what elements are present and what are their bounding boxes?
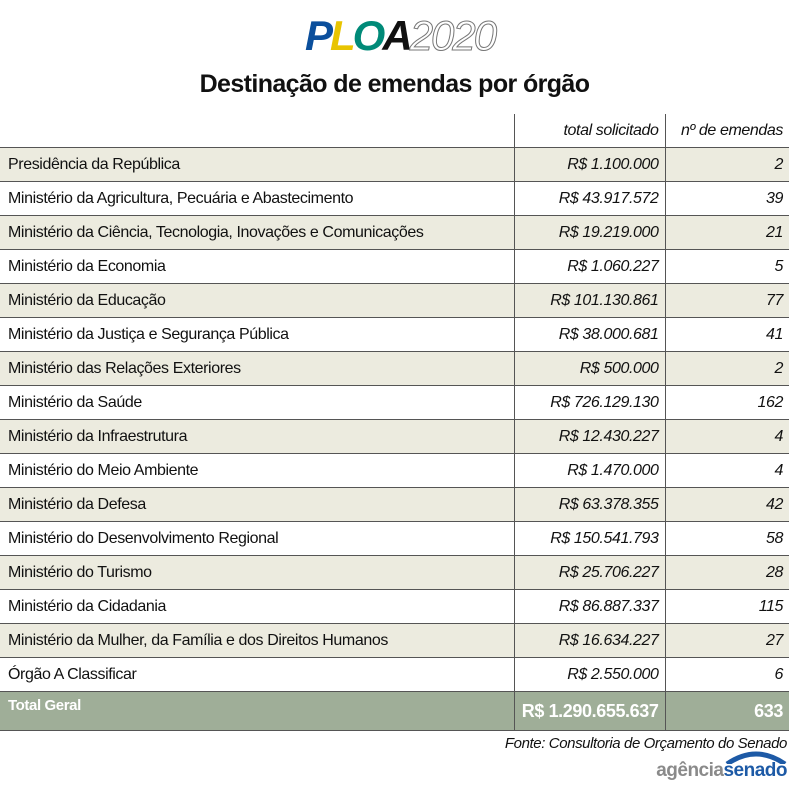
logo-letter: L bbox=[330, 12, 353, 59]
total-cell: R$ 1.100.000 bbox=[514, 148, 665, 182]
total-cell: R$ 1.470.000 bbox=[514, 454, 665, 488]
brand-senado: senado bbox=[723, 760, 787, 781]
table-row bbox=[0, 454, 789, 488]
table-row bbox=[0, 250, 789, 284]
total-cell: R$ 101.130.861 bbox=[514, 284, 665, 318]
orgao-cell: Ministério da Mulher, da Família e dos Direitos Humanos bbox=[0, 624, 514, 658]
column-header-orgao bbox=[0, 114, 514, 148]
emendas-cell: 77 bbox=[665, 284, 789, 318]
emendas-cell: 4 bbox=[665, 454, 789, 488]
emendas-cell: 58 bbox=[665, 522, 789, 556]
emendas-cell: 39 bbox=[665, 182, 789, 216]
emendas-cell: 28 bbox=[665, 556, 789, 590]
total-cell: R$ 25.706.227 bbox=[514, 556, 665, 590]
table-row bbox=[0, 658, 789, 692]
orgao-cell: Ministério da Defesa bbox=[0, 488, 514, 522]
table-row bbox=[0, 318, 789, 352]
total-cell: R$ 150.541.793 bbox=[514, 522, 665, 556]
total-cell: R$ 1.060.227 bbox=[514, 250, 665, 284]
orgao-cell: Ministério da Agricultura, Pecuária e Abastecimento bbox=[0, 182, 514, 216]
table-row bbox=[0, 488, 789, 522]
orgao-cell: Ministério das Relações Exteriores bbox=[0, 352, 514, 386]
total-emendas: 633 bbox=[665, 692, 789, 731]
table-row bbox=[0, 386, 789, 420]
column-header-emendas: nº de emendas bbox=[665, 114, 789, 148]
total-label: Total Geral bbox=[0, 692, 514, 731]
total-cell: R$ 43.917.572 bbox=[514, 182, 665, 216]
table-row bbox=[0, 590, 789, 624]
total-cell: R$ 2.550.000 bbox=[514, 658, 665, 692]
emendas-cell: 27 bbox=[665, 624, 789, 658]
agencia-senado-logo bbox=[656, 760, 787, 782]
emendas-table bbox=[0, 114, 789, 731]
total-cell: R$ 16.634.227 bbox=[514, 624, 665, 658]
emendas-cell: 2 bbox=[665, 148, 789, 182]
page-title: Destinação de emendas por órgão bbox=[199, 70, 590, 98]
orgao-cell: Ministério da Cidadania bbox=[0, 590, 514, 624]
table-row bbox=[0, 420, 789, 454]
table-row bbox=[0, 216, 789, 250]
orgao-cell: Ministério da Educação bbox=[0, 284, 514, 318]
total-cell: R$ 726.129.130 bbox=[514, 386, 665, 420]
total-cell: R$ 63.378.355 bbox=[514, 488, 665, 522]
column-header-total: total solicitado bbox=[514, 114, 665, 148]
emendas-cell: 21 bbox=[665, 216, 789, 250]
orgao-cell: Ministério da Ciência, Tecnologia, Inovações e Comunicações bbox=[0, 216, 514, 250]
orgao-cell: Ministério do Desenvolvimento Regional bbox=[0, 522, 514, 556]
emendas-cell: 162 bbox=[665, 386, 789, 420]
emendas-cell: 2 bbox=[665, 352, 789, 386]
table-row bbox=[0, 284, 789, 318]
emendas-cell: 115 bbox=[665, 590, 789, 624]
emendas-cell: 42 bbox=[665, 488, 789, 522]
table-row bbox=[0, 556, 789, 590]
source-note: Fonte: Consultoria de Orçamento do Senado bbox=[504, 735, 787, 752]
total-row bbox=[0, 692, 789, 731]
logo-letter: O bbox=[352, 12, 383, 59]
arc-icon bbox=[725, 750, 787, 764]
logo-year: 2020 bbox=[409, 12, 496, 59]
table-row bbox=[0, 352, 789, 386]
table-row bbox=[0, 148, 789, 182]
logo-letter: P bbox=[305, 12, 331, 59]
ploa2020-logo bbox=[305, 14, 495, 58]
table-row bbox=[0, 624, 789, 658]
emendas-cell: 41 bbox=[665, 318, 789, 352]
orgao-cell: Ministério da Saúde bbox=[0, 386, 514, 420]
total-cell: R$ 86.887.337 bbox=[514, 590, 665, 624]
table-row bbox=[0, 522, 789, 556]
table-header bbox=[0, 114, 789, 148]
orgao-cell: Ministério da Infraestrutura bbox=[0, 420, 514, 454]
emendas-cell: 5 bbox=[665, 250, 789, 284]
table-row bbox=[0, 182, 789, 216]
total-cell: R$ 500.000 bbox=[514, 352, 665, 386]
orgao-cell: Órgão A Classificar bbox=[0, 658, 514, 692]
orgao-cell: Presidência da República bbox=[0, 148, 514, 182]
emendas-cell: 4 bbox=[665, 420, 789, 454]
logo-letter: A bbox=[382, 12, 410, 59]
orgao-cell: Ministério da Justiça e Segurança Pública bbox=[0, 318, 514, 352]
total-cell: R$ 12.430.227 bbox=[514, 420, 665, 454]
orgao-cell: Ministério do Meio Ambiente bbox=[0, 454, 514, 488]
total-cell: R$ 38.000.681 bbox=[514, 318, 665, 352]
total-cell: R$ 19.219.000 bbox=[514, 216, 665, 250]
total-value: R$ 1.290.655.637 bbox=[514, 692, 665, 731]
orgao-cell: Ministério do Turismo bbox=[0, 556, 514, 590]
brand-agencia: agência bbox=[656, 760, 724, 781]
orgao-cell: Ministério da Economia bbox=[0, 250, 514, 284]
emendas-cell: 6 bbox=[665, 658, 789, 692]
